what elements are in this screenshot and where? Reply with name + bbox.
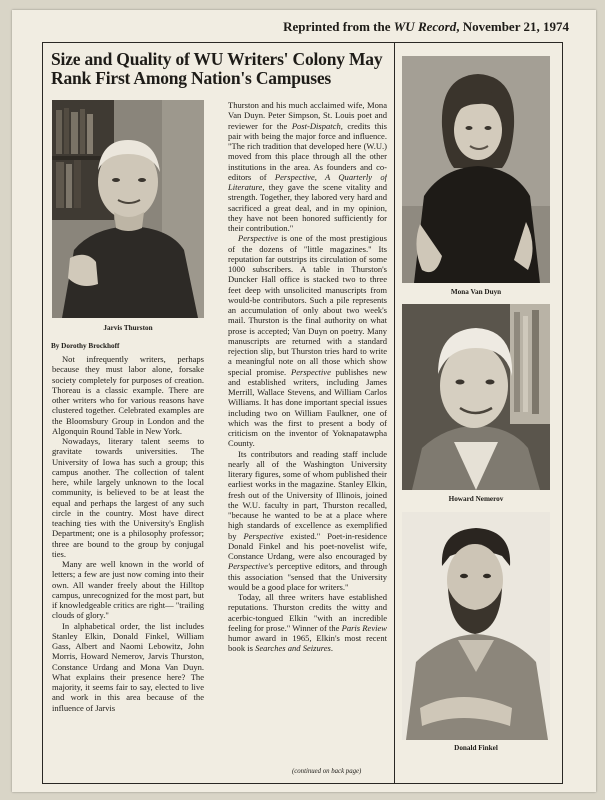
italic-title: Perspective's: [228, 561, 274, 572]
caption-donald-finkel: Donald Finkel: [454, 744, 498, 752]
italic-title: Paris Review: [341, 622, 387, 633]
text-run: humor award in 1965, Elkin's most recent book is: [228, 633, 387, 654]
reprint-date: , November 21, 1974: [456, 19, 569, 34]
paragraph: [228, 100, 387, 233]
italic-title: Perspective: [243, 530, 284, 541]
italic-title: Post-Dispatch: [291, 120, 341, 131]
caption-jarvis-thurston: Jarvis Thurston: [103, 324, 153, 332]
italic-title: Perspective: [238, 233, 278, 244]
italic-title: Perspective: [291, 366, 331, 377]
text-run: Today, all three writers have established reputations. Thurston credits the witty and acerbic-tongued Elkin "with an incredible feeling for prose." Winner of the: [228, 592, 387, 633]
column-divider: [394, 42, 395, 784]
paragraph: In alphabetical order, the list includes Stanley Elkin, Donald Finkel, William Gass, Albert and Naomi Lebowitz, John Morris, Howard Nemerov, Jarvis Thurston, Constance Urdang and Mona Van Duyn. What explains their presence here? The majority, it seems fair to say, elected to live and work in this area because of the influence of Jarvis: [52, 620, 204, 713]
text-run: Thurston and his much acclaimed wife, Mona Van Duyn. Peter Simpson, St. Louis poet and reviewer for the: [228, 100, 387, 131]
text-run: , credits this pair with being the major force and influence. "The rich tradition that developed here (W.U.) moved from this place through all the other institutions in the area. As founders and co-editors of: [228, 120, 387, 182]
publication-name: WU Record: [393, 19, 457, 34]
text-run: .: [330, 643, 334, 654]
italic-title: Searches and Seizures: [255, 643, 331, 654]
headline: Size and Quality of WU Writers' Colony May Rank First Among Nation's Campuses: [51, 49, 383, 88]
italic-title: Perspective, A Quarterly of Literature: [228, 171, 387, 192]
paragraph: [228, 592, 387, 654]
photo-donald-finkel: [402, 512, 550, 740]
article-column-1: [52, 354, 204, 778]
paragraph: Nowadays, literary talent seems to gravitate towards universities. The University of Iowa has such a group; this campus another. The collection of talent here, while largely unknown to the local community, is believed to be at least the equal and perhaps the largest of any such circle in the country. Most have direct teaching ties with the University's English Department; one is a philosophy professor; three are bound to the group by conjugal ties.: [52, 436, 204, 559]
reprint-header: [283, 19, 569, 35]
text-run: , they gave the scene vitality and strength. Together, they labored very hard and sacrificed a great deal, and in my opinion, they have not been honored sufficiently for their contribution.": [228, 182, 387, 233]
paragraph: [228, 449, 387, 593]
text-run: publishes new and established writers, including James Merrill, Wallace Stevens, and William Carlos Williams. It has done important special issues including two on William Faulkner, one of which was the first to present a body of criticism on the inventor of Yoknapatawpha County.: [228, 366, 387, 449]
continued-note: (continued on back page): [292, 768, 362, 775]
paragraph: Not infrequently writers, perhaps because they must labor alone, forsake society completely for purposes of creation. Thoreau is a classic example. There are other writers who for various reasons have clustered together. Celebrated examples are the Bloomsbury Group in London and the Algonquin Round Table in New York.: [52, 354, 204, 436]
text-run: is one of the most prestigious of the dozens of "little magazines." Its reputation far outstrips its circulation of some 1000 subscribers. A table in Thurston's Duncker Hall office is stacked two to three feet deep with unsolicited manuscripts from would-be contributors. Such a pile represents an accumulation of only about two week's mail. Thurston is the final authority on what prose is accepted; Van Duyn on poetry. Many manuscripts are returned with a standard rejection slip, but Thurston tries hard to write a meaningful note on all those which show special promise.: [228, 233, 387, 377]
photo-howard-nemerov: [402, 304, 550, 490]
text-run: existed." Poet-in-residence Donald Finkel and his poet-novelist wife, Constance Urdang, were also encouraged by: [228, 530, 387, 561]
text-run: Its contributors and reading staff include nearly all of the Washington University literary figures, some of whom published their earliest works in the magazine. Stanley Elkin, fresh out of the University of Illinois, joined the W.U. faculty in part, Thurston recalled, "because he wanted to be at a place where high standards of excellence as exemplified by: [228, 448, 387, 541]
text-run: perceptive editors, and through this association "sensed that the University would be a good place for writers.": [228, 561, 387, 592]
photo-jarvis-thurston: [52, 100, 204, 318]
paragraph: [228, 233, 387, 448]
byline: By Dorothy Brockhoff: [51, 342, 120, 350]
reprint-prefix: Reprinted from the: [283, 19, 394, 34]
paragraph: Many are well known in the world of letters; a few are just now coming into their own. All wander freely about the Hilltop campus, unrecognized for the most part, but if knowledgeable critics are right— "trailing clouds of glory.": [52, 559, 204, 621]
caption-mona-van-duyn: Mona Van Duyn: [450, 288, 502, 296]
article-column-2: [228, 100, 387, 766]
caption-howard-nemerov: Howard Nemerov: [448, 495, 504, 503]
photo-mona-van-duyn: [402, 56, 550, 283]
